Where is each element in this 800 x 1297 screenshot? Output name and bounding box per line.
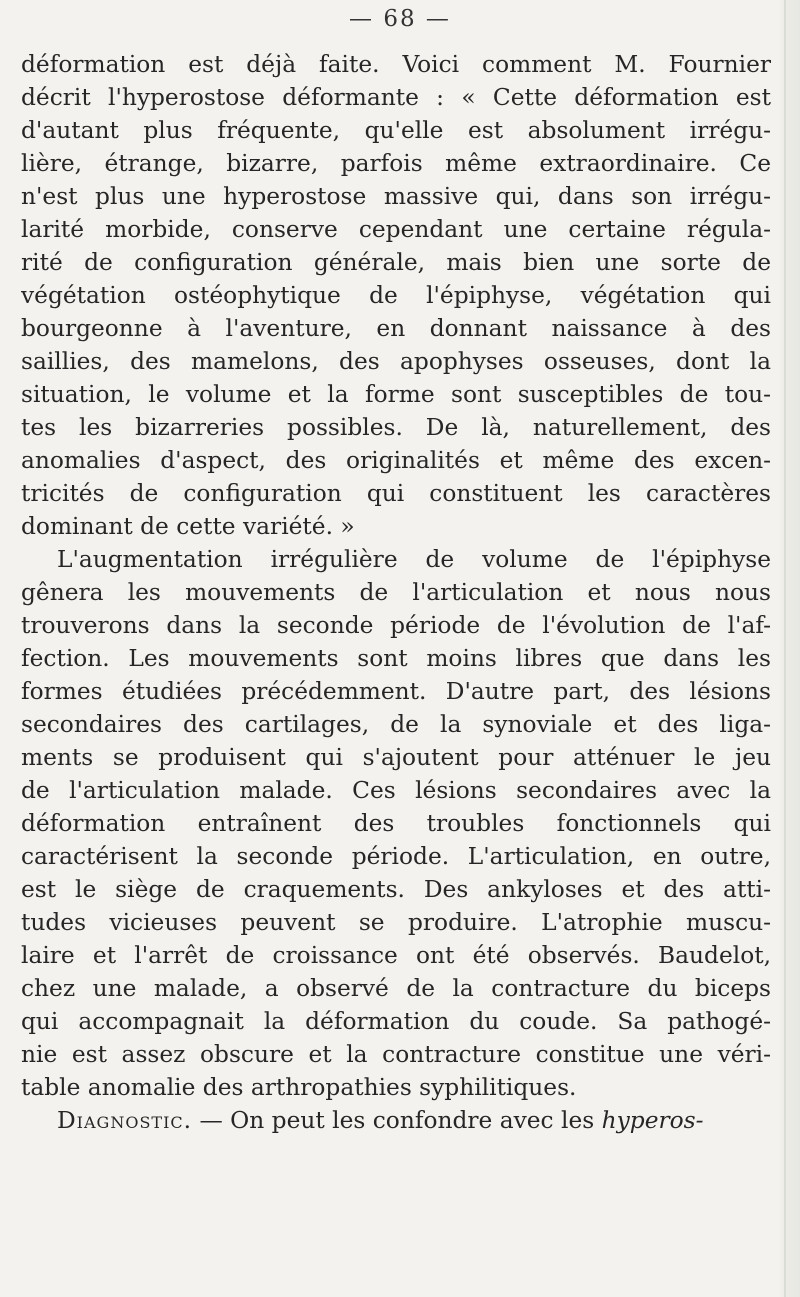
diagnostic-text: — On peut les confondre avec les (192, 1107, 602, 1134)
text-line: déformation entraînent des troubles fonctionnels qui (21, 810, 771, 837)
text-line: ments se produisent qui s'ajoutent pour atténuer le jeu (21, 744, 771, 771)
text-line: végétation ostéophytique de l'épiphyse, végétation qui (21, 282, 771, 309)
text-line: formes étudiées précédemment. D'autre part, des lésions (21, 678, 771, 705)
text-line: est le siège de craquements. Des ankyloses et des atti- (21, 876, 771, 903)
text-line: lière, étrange, bizarre, parfois même extraordinaire. Ce (21, 150, 771, 177)
text-line: rité de configuration générale, mais bien une sorte de (21, 249, 771, 276)
text-line: anomalies d'aspect, des originalités et même des excen- (21, 447, 771, 474)
text-line-diagnostic (21, 1104, 771, 1137)
text-line: situation, le volume et la forme sont susceptibles de tou- (21, 381, 771, 408)
text-line: dominant de cette variété. » (21, 513, 355, 540)
text-line: L'augmentation irrégulière de volume de l'épiphyse (57, 546, 771, 573)
text-line: trouverons dans la seconde période de l'évolution de l'af- (21, 612, 771, 639)
text-line: saillies, des mamelons, des apophyses osseuses, dont la (21, 348, 771, 375)
page-number: — 68 — (349, 6, 451, 32)
text-line: chez une malade, a observé de la contracture du biceps (21, 975, 771, 1002)
body-text (21, 48, 771, 1137)
section-heading-diagnostic: Diagnostic. (57, 1107, 193, 1134)
text-line: caractérisent la seconde période. L'articulation, en outre, (21, 843, 771, 870)
text-line: qui accompagnait la déformation du coude. Sa pathogé- (21, 1008, 771, 1035)
page-edge-line (784, 0, 786, 1297)
text-line: secondaires des cartilages, de la synoviale et des liga- (21, 711, 771, 738)
text-line: fection. Les mouvements sont moins libres que dans les (21, 645, 771, 672)
text-line: déformation est déjà faite. Voici comment M. Fournier (21, 51, 771, 78)
text-line: bourgeonne à l'aventure, en donnant naissance à des (21, 315, 771, 342)
text-line: tes les bizarreries possibles. De là, naturellement, des (21, 414, 771, 441)
text-line: table anomalie des arthropathies syphilitiques. (21, 1074, 577, 1101)
text-line: laire et l'arrêt de croissance ont été observés. Baudelot, (21, 942, 771, 969)
text-line: larité morbide, conserve cependant une certaine régula- (21, 216, 771, 243)
text-line: d'autant plus fréquente, qu'elle est absolument irrégu- (21, 117, 771, 144)
text-line: n'est plus une hyperostose massive qui, dans son irrégu- (21, 183, 771, 210)
text-line: tudes vicieuses peuvent se produire. L'atrophie muscu- (21, 909, 771, 936)
text-line: tricités de configuration qui constituent les caractères (21, 480, 771, 507)
text-line: de l'articulation malade. Ces lésions secondaires avec la (21, 777, 771, 804)
page-edge-shadow (778, 0, 800, 1297)
text-line: nie est assez obscure et la contracture constitue une véri- (21, 1041, 771, 1068)
text-line: décrit l'hyperostose déformante : « Cette déformation est (21, 84, 771, 111)
text-line: gênera les mouvements de l'articulation et nous nous (21, 579, 771, 606)
diagnostic-italic-term: hyperos- (601, 1107, 704, 1134)
